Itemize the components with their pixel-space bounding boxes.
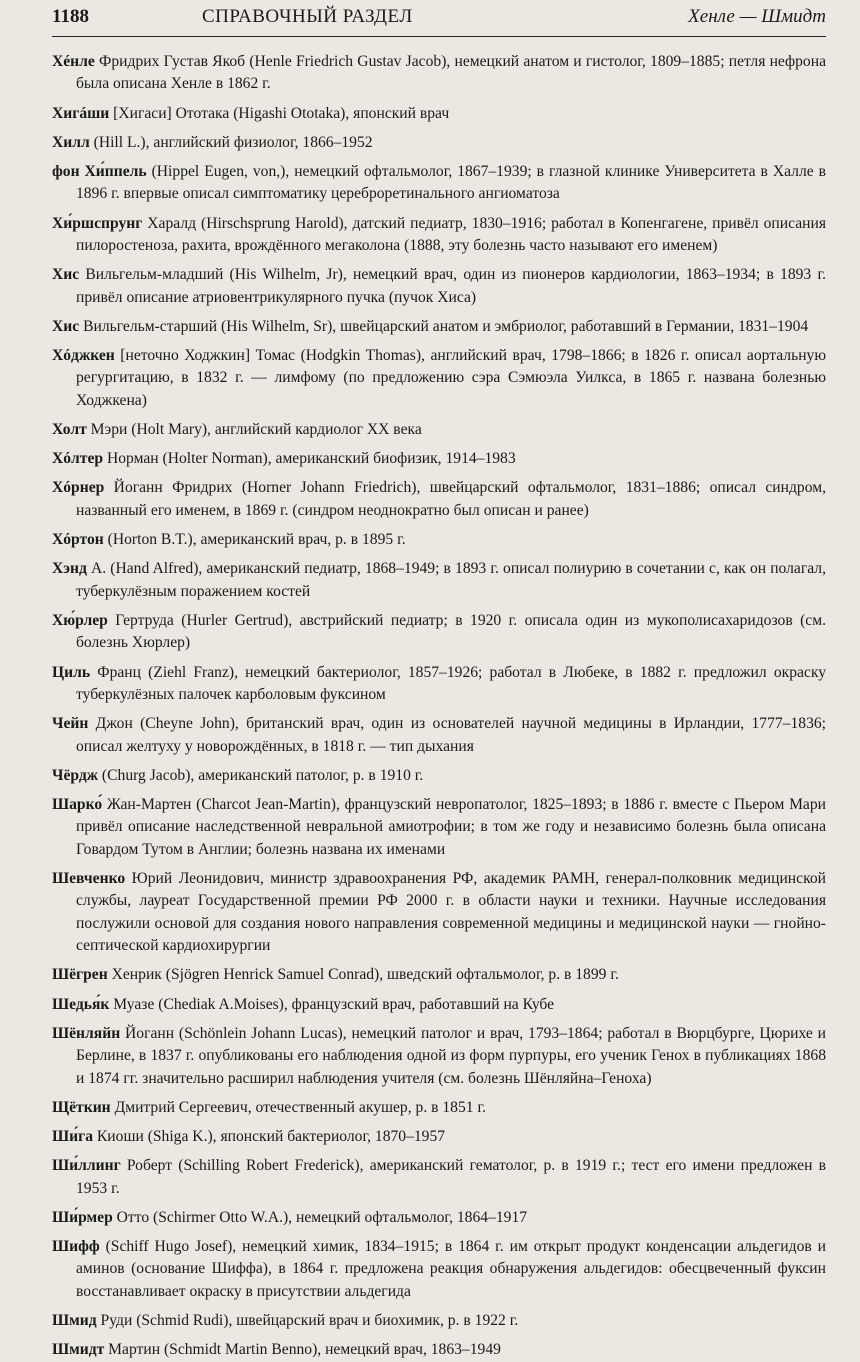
list-item [52, 1023, 826, 1090]
entry-text: (Horton B.T.), американский врач, р. в 1895 г. [103, 531, 406, 549]
entry-text: Фридрих Густав Якоб (Henle Friedrich Gustav Jacob), немецкий анатом и гистолог, 1809–1885; петля нефрона была описана Хенле в 1862 г. [76, 53, 826, 93]
entry-headword: Хэнд [52, 560, 87, 578]
entry-text: (Hill L.), английский физиолог, 1866–1952 [89, 133, 373, 151]
entry-text: Вильгельм-старший (His Wilhelm, Sr), швейцарский анатом и эмбриолог, работавший в Германии, 1831–1904 [79, 317, 809, 335]
list-item [52, 213, 826, 258]
list-item [52, 794, 826, 861]
list-item [52, 448, 826, 470]
biography-list [52, 51, 826, 1362]
list-item [52, 103, 826, 125]
entry-text: Жан-Мартен (Charcot Jean-Martin), французский невропатолог, 1825–1893; в 1886 г. вместе с Пьером Мари привёл описание наследственной невральной амиотрофии; в том же году и независимо болезнь была описана Говардом Тутом в Англии; болезнь названа их именами [76, 795, 826, 858]
entry-headword: Шёнляйн [52, 1024, 121, 1042]
entry-headword: Ши́га [52, 1127, 93, 1145]
entry-headword: Хигáши [52, 104, 110, 122]
list-item [52, 558, 826, 603]
entry-headword: Щёткин [52, 1098, 111, 1116]
list-item [52, 51, 826, 96]
entry-text: (Hippel Eugen, von,), немецкий офтальмолог, 1867–1939; в глазной клинике Университета в Халле в 1896 г. впервые описал симптоматику цереброретинального ангиоматоза [76, 163, 826, 203]
entry-text: А. (Hand Alfred), американский педиатр, 1868–1949; в 1893 г. описал полиурию в сочетании с, как он полагал, туберкулёзным поражением костей [76, 560, 826, 600]
list-item [52, 1155, 826, 1200]
list-item [52, 1126, 826, 1148]
entry-headword: Хис [52, 266, 80, 284]
list-item [52, 610, 826, 655]
entry-text: Юрий Леонидович, министр здравоохранения РФ, академик РАМН, генерал-полковник медицинской службы, лауреат Государственной премии РФ 2000 г. в области науки и техники. Научные исследования послужили основой для создания нового направления современной медицины и медицинской науки — гнойно-септической кардиохирургии [76, 869, 826, 955]
entry-text: Джон (Cheyne John), британский врач, один из основателей научной медицины в Ирландии, 1777–1836; описал желтуху у новорождённых, в 1818 г. — тип дыхания [76, 715, 826, 755]
entry-headword: Чейн [52, 715, 89, 733]
entry-headword: Хю́рлер [52, 611, 108, 629]
entry-headword: Хóртон [52, 531, 104, 549]
entry-text: Мэри (Holt Mary), английский кардиолог XX века [86, 421, 422, 439]
entry-text: Йоганн Фридрих (Horner Johann Friedrich), швейцарский офтальмолог, 1831–1886; описал синдром, названный его именем, в 1869 г. (синдром неоднократно был описан и ранее) [76, 479, 826, 519]
entry-text: Мартин (Schmidt Martin Benno), немецкий врач, 1863–1949 [104, 1341, 501, 1359]
entry-headword: Шёгрен [52, 966, 108, 984]
entry-text: (Churg Jacob), американский патолог, р. в 1910 г. [98, 766, 424, 784]
entry-text: Харалд (Hirschsprung Harold), датский педиатр, 1830–1916; работал в Копенгагене, привёл описания пилоростеноза, рахита, врождённого мегаколона (1888, эту болезнь часто называют его именем) [76, 214, 826, 255]
list-item [52, 1310, 826, 1332]
list-item [52, 132, 826, 154]
list-item [52, 994, 826, 1016]
list-item [52, 161, 826, 206]
list-item [52, 1207, 826, 1229]
entry-headword: Чёрдж [52, 766, 99, 784]
entry-headword: Шмид [52, 1312, 97, 1330]
list-item [52, 1097, 826, 1119]
entry-range: Хенле — Шмидт [688, 6, 826, 27]
entry-text: Норман (Holter Norman), американский биофизик, 1914–1983 [103, 450, 516, 468]
entry-headword: Хóджкен [52, 347, 115, 365]
entry-headword: Шифф [52, 1238, 100, 1255]
entry-headword: Шевченко [52, 869, 126, 887]
list-item [52, 964, 826, 986]
entry-headword: Хéнле [52, 53, 95, 70]
entry-text: Киоши (Shiga K.), японский бактериолог, 1870–1957 [93, 1127, 446, 1145]
page-number: 1188 [52, 6, 89, 27]
list-item [52, 419, 826, 441]
entry-headword: фон Хи́ппель [52, 163, 147, 181]
entry-headword: Хис [52, 317, 80, 335]
entry-text: [Хигаси] Ототака (Higashi Ototaka), японский врач [109, 104, 450, 122]
entry-text: Дмитрий Сергеевич, отечественный акушер, р. в 1851 г. [110, 1098, 487, 1116]
section-title: СПРАВОЧНЫЙ РАЗДЕЛ [202, 6, 413, 27]
entry-headword: Холт [52, 421, 87, 439]
entry-headword: Хóлтер [52, 450, 104, 468]
entry-headword: Шарко́ [52, 795, 103, 813]
list-item [52, 477, 826, 522]
entry-text: Муазе (Chediak A.Moises), французский врач, работавший на Кубе [109, 995, 555, 1013]
list-item [52, 713, 826, 758]
entry-text: Хенрик (Sjögren Henrick Samuel Conrad), шведский офтальмолог, р. в 1899 г. [107, 966, 619, 984]
list-item [52, 1339, 826, 1361]
entry-text: Руди (Schmid Rudi), швейцарский врач и биохимик, р. в 1922 г. [96, 1312, 519, 1330]
entry-text: Вильгельм-младший (His Wilhelm, Jr), немецкий врач, один из пионеров кардиологии, 1863–1934; в 1893 г. привёл описание атриовентрикулярного пучка (пучок Хиса) [76, 266, 826, 306]
list-item [52, 529, 826, 551]
list-item [52, 765, 826, 787]
list-item [52, 1236, 826, 1303]
list-item [52, 662, 826, 707]
running-header [52, 0, 826, 37]
entry-text: Роберт (Schilling Robert Frederick), американский гематолог, р. в 1919 г.; тест его имени предложен в 1953 г. [76, 1157, 826, 1197]
entry-text: [неточно Ходжкин] Томас (Hodgkin Thomas), английский врач, 1798–1866; в 1826 г. описал аортальную регургитацию, в 1832 г. — лимфому (по предложению сэра Сэмюэла Уилкса, в 1865 г. названа болезнью Ходжкена) [76, 347, 826, 409]
entry-text: Йоганн (Schönlein Johann Lucas), немецкий патолог и врач, 1793–1864; работал в Вюрцбурге, Цюрихе и Берлине, в 1837 г. опубликованы его наблюдения одной из форм пурпуры, его ученик Генох в публикациях 1868 и 1874 гг. значительно расширил наблюдения учителя (см. болезнь Шёнляйна–Геноха) [76, 1024, 826, 1087]
entry-headword: Ши́рмер [52, 1208, 113, 1226]
entry-text: Отто (Schirmer Otto W.A.), немецкий офтальмолог, 1864–1917 [112, 1208, 528, 1226]
entry-headword: Ши́ллинг [52, 1157, 121, 1175]
entry-headword: Шедья́к [52, 995, 110, 1013]
entry-headword: Хи́ршспрунг [52, 214, 143, 232]
entry-headword: Шмидт [52, 1341, 105, 1359]
entry-text: Франц (Ziehl Franz), немецкий бактериолог, 1857–1926; работал в Любеке, в 1882 г. предложил окраску туберкулёзных палочек карболовым фуксином [76, 663, 826, 703]
entry-text: Гертруда (Hurler Gertrud), австрийский педиатр; в 1920 г. описала один из мукополисахаридозов (см. болезнь Хюрлер) [76, 611, 826, 652]
entry-headword: Хилл [52, 133, 90, 151]
entry-headword: Хóрнер [52, 479, 105, 497]
entry-headword: Циль [52, 663, 91, 681]
list-item [52, 868, 826, 958]
list-item [52, 264, 826, 309]
list-item [52, 316, 826, 338]
list-item [52, 345, 826, 412]
entry-text: (Schiff Hugo Josef), немецкий химик, 1834–1915; в 1864 г. им открыт продукт конденсации альдегидов и аминов (основание Шиффа), в 1864 г. предложена реакция обнаружения альдегидов: обесцвеченный фуксин восстанавливает окраску в присутствии альдегида [76, 1238, 826, 1300]
